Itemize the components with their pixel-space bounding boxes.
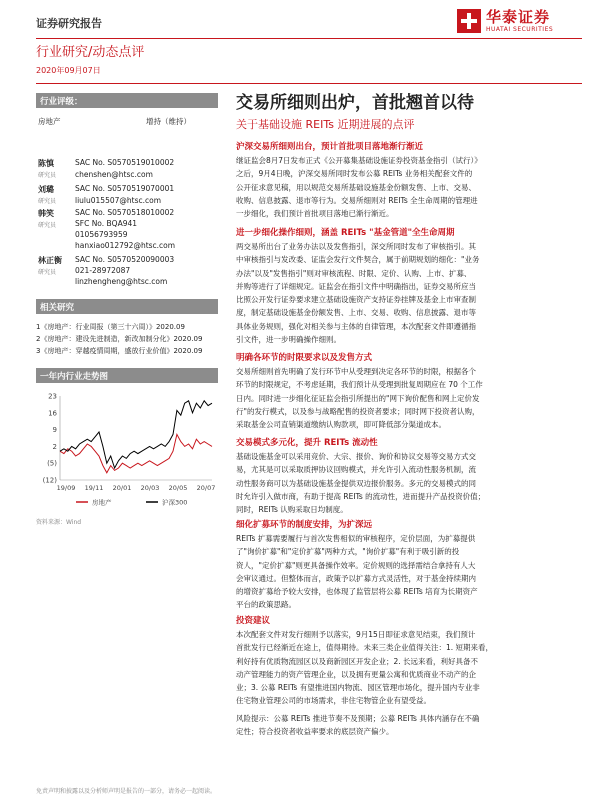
- y-tick-label: 16: [48, 409, 57, 418]
- x-tick-label: 20/01: [112, 484, 132, 492]
- report-title: 交易所细则出炉，首批翘首以待: [236, 93, 474, 113]
- analyst-sac: SAC No. S0570518010002: [75, 208, 175, 217]
- analyst-role: 研究员: [38, 198, 57, 205]
- rating-sector: 房地产: [38, 117, 61, 126]
- analyst-name: 林正衡: [38, 256, 62, 265]
- analyst-role: 研究员: [38, 172, 57, 179]
- section-paragraph: [236, 628, 582, 708]
- paragraph-line: 收购、信息披露、退市等行为。交易所细则对 REITs 全生命周期的管理进: [236, 195, 478, 205]
- section-heading: 细化扩募环节的制度安排，为扩深远: [236, 520, 373, 530]
- logo-text-cn: 华泰证券: [486, 8, 551, 26]
- paragraph-line: 环节的时限规定，不考虑延期，我们预计从受理到批复周期应在 70 个工作: [236, 380, 483, 390]
- paragraph-line: 度，制定基础设施基金份额发售、上市、交易、收购、信息披露、退市等: [236, 308, 476, 318]
- paragraph-line: 中审核指引与发改委、证监会发行文件契合，属于前期规划的细化："业务: [236, 255, 480, 265]
- paragraph-line: 之后，9月4日晚，沪深交易所同时发布公募 REITs 业务相关配套文件的: [236, 169, 473, 179]
- series-line: [60, 401, 212, 468]
- section-heading: 交易模式多元化，提升 REITs 流动性: [236, 438, 378, 448]
- x-tick-label: 20/05: [168, 484, 188, 492]
- paragraph-line: REITs 扩募需要履行与首次发售相似的审核程序，定价层面，为扩募提供: [236, 534, 476, 543]
- analyst-sac: SAC No. S0570519070001: [75, 184, 175, 193]
- chart-section-header: [36, 368, 218, 383]
- section-heading: 沪深交易所细则出台，预计首批项目落地渐行渐近: [236, 142, 424, 152]
- series-line: [60, 434, 212, 472]
- section-paragraph: [236, 154, 582, 220]
- x-tick-label: 19/11: [84, 484, 104, 492]
- paragraph-line: 具体业务规则，强化对相关参与主体的自律管理，本次配套文件即遵循指: [236, 321, 476, 331]
- huatai-logo: [456, 6, 580, 38]
- chart-section-label: 一年内行业走势图: [36, 368, 218, 383]
- analyst-email[interactable]: linzhengheng@htsc.com: [75, 277, 168, 286]
- body-section: [236, 436, 582, 516]
- report-type: 证券研究报告: [36, 17, 102, 30]
- analyst-name: 韩笑: [38, 209, 54, 218]
- y-tick-label: 9: [52, 426, 57, 435]
- report-date: 2020年09月07日: [36, 66, 101, 75]
- paragraph-line: 公开征求意见稿，用以规范交易所基础设施基金份额发售、上市、交易、: [236, 182, 476, 192]
- paragraph-line: 住宅物业管理公司的市场需求，非住宅物管企业有望受益。: [236, 696, 431, 706]
- body-section: [236, 518, 582, 612]
- section-paragraph: [236, 240, 582, 346]
- analyst-email[interactable]: chenshen@htsc.com: [75, 170, 153, 179]
- analyst-sfc: SFC No. BQA941: [75, 219, 138, 228]
- paragraph-line: 办法"以及"发售指引"则对审核流程、时限、定价、认购、上市、扩募、: [236, 268, 472, 278]
- paragraph-line: 行"的发行模式，以及参与战略配售的投资者要求；同时网下投资者认购，: [236, 406, 480, 416]
- y-tick-label: (5): [47, 459, 57, 468]
- industry-trend-chart: [36, 390, 218, 512]
- paragraph-line: 交易所细则首先明确了发行环节中从受理到决定各环节的时限，根据各个: [236, 367, 476, 376]
- report-subtitle: 关于基础设施 REITs 近期进展的点评: [236, 118, 415, 131]
- analyst-name: 陈慎: [38, 159, 54, 168]
- y-tick-label: (12): [42, 476, 57, 485]
- paragraph-line: 首批发行已经渐近在途上，值得期待。未来三类企业值得关注：1. 短期来看，: [236, 643, 494, 653]
- paragraph-line: 日内。同时进一步细化征证监会指引所提出的"网下询价配售和网上定价发: [236, 393, 480, 403]
- paragraph-line: 时允许引入做市商，有助于提高 REITs 的流动性，进而提升产品投资价值；: [236, 491, 486, 501]
- body-section: [236, 140, 582, 220]
- section-heading: 明确各环节的时限要求以及发售方式: [236, 353, 373, 363]
- paragraph-line: 一步细化，我们预计首批项目落地已渐行渐近。: [236, 209, 394, 219]
- analyst-name: 刘璐: [38, 185, 54, 194]
- paragraph-line: 业；3. 公募 REITs 有望推进国内物流、园区管理市场化，提升国内专业非: [236, 683, 480, 693]
- analyst-email[interactable]: hanxiao012792@htsc.com: [75, 241, 176, 250]
- huatai-logo-icon: [456, 8, 482, 34]
- rating-section-label: 行业评级：: [36, 93, 218, 108]
- related-item[interactable]: 1《房地产：行业周报（第三十六周）》2020.09: [36, 323, 185, 331]
- section-heading: 进一步细化操作细则，涵盖 REITs "基金管道"全生命周期: [236, 228, 455, 238]
- body-section: [236, 351, 582, 431]
- paragraph-line: 两交易所出台了业务办法以及发售指引，深交所同时发布了审核指引。其: [236, 242, 476, 251]
- legend-label: 房地产: [92, 498, 112, 507]
- related-section-label: 相关研究: [36, 299, 218, 314]
- paragraph-line: 定性；符合投资者收益率要求的底层资产偏少。: [236, 727, 394, 737]
- section-heading: 投资建议: [236, 616, 271, 626]
- body-section: [236, 614, 582, 708]
- paragraph-line: 并购等进行了详细规定。证监会在指引文件中明确指出，证券交易所应当: [236, 281, 476, 291]
- paragraph-line: 动性服务商可以为基础设施基金提供双边报价服务。多元的交易模式的同: [236, 478, 476, 488]
- section-paragraph: [236, 712, 582, 739]
- risk-warning: [236, 712, 582, 739]
- disclaimer-footer: 免责声明和披露以及分析师声明是报告的一部分，请务必一起阅读。: [36, 788, 217, 795]
- report-category: 行业研究/动态点评: [36, 45, 145, 60]
- trend-chart-svg: [36, 390, 218, 512]
- paragraph-line: 资人，"定价扩募"则更具备操作效率。定价规则的选择需结合拿持有人大: [236, 560, 476, 570]
- header-divider: [36, 38, 582, 39]
- analyst-email[interactable]: liulu015507@htsc.com: [75, 196, 162, 205]
- section-paragraph: [236, 450, 582, 516]
- analyst-sac: SAC No. S0570519010002: [75, 158, 175, 167]
- analyst-role: 研究员: [38, 269, 57, 276]
- analyst-phone: 021-28972087: [75, 266, 131, 275]
- analyst-role: 研究员: [38, 222, 57, 229]
- paragraph-line: 的增资扩募给予较大安排，也体现了监管层将公募 REITs 培育为长期资产: [236, 587, 478, 597]
- paragraph-line: 平台的政策思路。: [236, 600, 296, 610]
- paragraph-line: 利好持有优质物流园区以及商新园区开发企业；2. 长远来看，利好具备不: [236, 656, 479, 666]
- paragraph-line: 动产管理能力的资产管理企业，以及拥有更量公寓和优质商业不动产的企: [236, 669, 476, 679]
- related-research-header: [36, 299, 218, 314]
- analyst-sac: SAC No. S0570520090003: [75, 255, 175, 264]
- paragraph-line: 易，尤其是可以采取质押协议回购模式，并允许引入流动性服务机制，流: [236, 465, 476, 475]
- section-paragraph: [236, 532, 582, 612]
- x-tick-label: 20/07: [196, 484, 216, 492]
- logo-text-en: HUATAI SECURITIES: [486, 26, 554, 33]
- related-item[interactable]: 3《房地产：穿越疫情周期，盛放行业价值》2020.09: [36, 347, 203, 355]
- paragraph-line: 风险提示：公募 REITs 推进节奏不及预期；公募 REITs 具体内涵存在不确: [236, 714, 480, 723]
- paragraph-line: 本次配套文件对发行细则予以落实，9月15日即征求意见结束，我们预计: [236, 630, 476, 639]
- legend-label: 沪深300: [162, 498, 188, 507]
- chart-source: 资料来源：Wind: [36, 519, 82, 526]
- paragraph-line: 比照公开发行证券要求建立基础设施资产支持证券挂牌及基金上市审查制: [236, 295, 476, 305]
- rating-panel: [36, 93, 218, 108]
- header-divider-bottom: [36, 83, 582, 84]
- paragraph-line: 引文件，进一步明确操作细则。: [236, 335, 341, 345]
- body-section: [236, 226, 582, 346]
- paragraph-line: 同时，REITs 认购采取日均制度。: [236, 505, 348, 515]
- section-paragraph: [236, 365, 582, 431]
- paragraph-line: 了"询价扩募"和"定价扩募"两种方式，"询价扩募"有利于吸引新的投: [236, 547, 460, 557]
- y-tick-label: 2: [52, 442, 57, 451]
- x-tick-label: 20/03: [140, 484, 160, 492]
- paragraph-line: 基础设施基金可以采用竞价、大宗、报价、询价和协议交易等交易方式交: [236, 452, 476, 461]
- analyst-phone: 01056793959: [75, 230, 128, 239]
- rating-value: 增持（维持）: [146, 117, 191, 126]
- paragraph-line: 继证监会8月7日发布正式《公开募集基础设施证券投资基金指引（试行）》: [236, 156, 482, 165]
- related-item[interactable]: 2《房地产：建设先进制造，新改加制分化》2020.09: [36, 335, 203, 343]
- y-tick-label: 23: [48, 392, 57, 401]
- paragraph-line: 采取基金公司直销渠道缴纳认购款项，即可降低部分渠道成本。: [236, 420, 446, 430]
- x-tick-label: 19/09: [56, 484, 76, 492]
- paragraph-line: 会审议通过。但整体而言，政策予以扩募方式灵活性，对于基金持续期内: [236, 573, 476, 583]
